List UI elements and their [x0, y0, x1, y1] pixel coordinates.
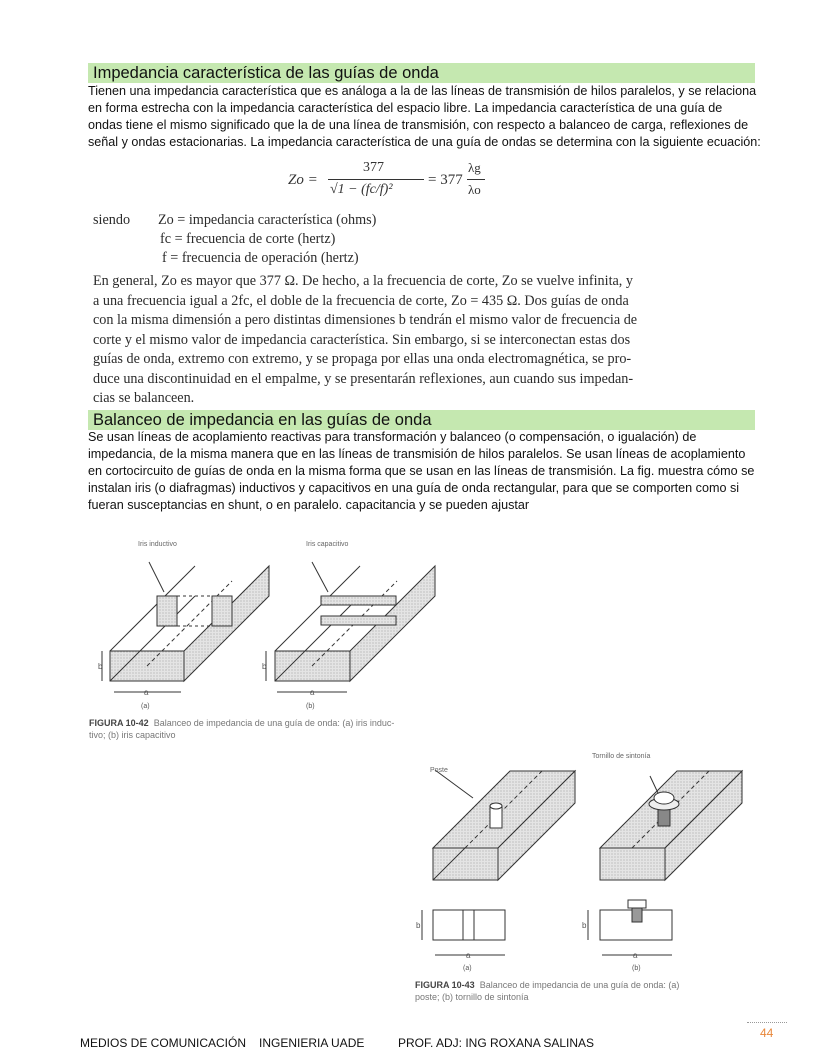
book-paragraph-line: con la misma dimensión a pero distintas dimensiones b tendrán el mismo valor de frecuencia de	[93, 312, 638, 328]
label-iris-capacitive: Iris capacitivo	[306, 541, 349, 548]
dim-b-label: b	[98, 662, 103, 671]
book-paragraph-line: cias se balanceen.	[93, 390, 195, 406]
caption-text: Balanceo de impedancia de una guía de onda: (a) iris induc-	[153, 718, 395, 728]
dim-a-label: a	[144, 688, 149, 697]
paragraph-line: señal y ondas estacionarias. La impedancia característica de una guía de ondas se determina con la siguiente ecuación:	[88, 135, 761, 149]
waveguide-post-screw-drawing	[410, 748, 805, 978]
section-heading-impedance: Impedancia característica de las guías de onda	[88, 63, 755, 83]
section-heading-matching: Balanceo de impedancia en las guías de onda	[88, 410, 755, 430]
dim-a-label: a	[633, 951, 638, 960]
footer-professor: PROF. ADJ: ING ROXANA SALINAS	[398, 1036, 595, 1050]
figure-caption	[415, 980, 679, 990]
paragraph-line: instalan iris (o diafragmas) inductivos y capacitivos en una guía de onda rectangular, para que se comporten como si	[88, 481, 740, 495]
footer-course: MEDIOS DE COMUNICACIÓN	[80, 1036, 247, 1050]
figure-10-42	[84, 534, 444, 749]
dim-a-label: a	[466, 951, 471, 960]
paragraph-line: Se usan líneas de acoplamiento reactivas para transformación y balanceo (o compensación, o igualación) de	[88, 430, 697, 444]
paragraph-line: impedancia, de la misma manera que en las líneas de transmisión de hilos paralelos. Se usan líneas de acoplamiento	[88, 447, 746, 461]
fraction-bar	[328, 179, 424, 180]
impedance-formula	[288, 160, 508, 210]
sub-label-a: (a)	[141, 703, 150, 710]
waveguide-iris-drawing	[84, 534, 444, 714]
caption-text: tivo; (b) iris capacitivo	[89, 730, 176, 740]
book-paragraph-line: guías de onda, extremo con extremo, y se propaga por ellas una onda electromagnética, se pro-	[93, 351, 632, 367]
definition: Zo = impedancia característica (ohms)	[158, 212, 377, 228]
sub-label-b: (b)	[306, 703, 315, 710]
dim-b-label: b	[416, 921, 421, 930]
caption-number: FIGURA 10-43	[415, 980, 475, 990]
footer-school: INGENIERIA UADE	[259, 1036, 365, 1050]
caption-text: poste; (b) tornillo de sintonía	[415, 992, 529, 1002]
caption-text: Balanceo de impedancia de una guía de onda: (a)	[479, 980, 680, 990]
sub-label-b: (b)	[632, 965, 641, 972]
paragraph-line: Tienen una impedancia característica que es análoga a la de las líneas de transmisión de hilos paralelos, y se relaciona	[88, 84, 757, 98]
formula-rhs: = 377	[428, 172, 463, 188]
book-paragraph-line: En general, Zo es mayor que 377 Ω. De hecho, a la frecuencia de corte, Zo se vuelve infinita, y	[93, 273, 633, 289]
label-tuning-screw: Tornillo de sintonía	[592, 753, 651, 760]
definition: f = frecuencia de operación (hertz)	[162, 250, 359, 266]
book-paragraph-line: corte y el mismo valor de impedancia característica. Sin embargo, si se interconectan estas dos	[93, 332, 631, 348]
ratio-bar	[467, 179, 485, 180]
figure-caption	[89, 718, 394, 728]
formula-ratio-denominator: λo	[468, 182, 481, 197]
formula-denominator: √1 − (fc/f)²	[330, 182, 393, 197]
paragraph-line: ondas tiene el mismo significado que la de una línea de transmisión, con respecto a balanceo de carga, reflexiones de	[88, 118, 749, 132]
definition: fc = frecuencia de corte (hertz)	[160, 231, 336, 247]
caption-number: FIGURA 10-42	[89, 718, 149, 728]
book-paragraph-line: duce una discontinuidad en el empalme, y se presentarán reflexiones, aun cuando sus impedan-	[93, 371, 634, 387]
dim-b-label: b	[262, 662, 267, 671]
where-label: siendo	[93, 212, 131, 228]
book-paragraph-line: a una frecuencia igual a 2fc, el doble de la frecuencia de corte, Zo = 435 Ω. Dos guías de onda	[93, 293, 629, 309]
footer	[0, 1034, 816, 1056]
paragraph-line: fueran susceptancias en shunt, o en paralelo. capacitancia y se pueden ajustar	[88, 498, 530, 512]
label-iris-inductive: Iris inductivo	[138, 541, 177, 548]
label-post: Poste	[430, 767, 448, 774]
formula-ratio-numerator: λg	[468, 160, 481, 175]
page-number: 44	[760, 1026, 774, 1040]
formula-lhs: Zo =	[288, 172, 318, 188]
sub-label-a: (a)	[463, 965, 472, 972]
formula-numerator: 377	[363, 160, 384, 175]
dim-b-label: b	[582, 921, 587, 930]
paragraph-line: en cortocircuito de guías de onda en la misma forma que se usan en las líneas de transmisión. La fig. muestra cómo se	[88, 464, 755, 478]
page-number-rule	[747, 1022, 787, 1023]
figure-10-43	[410, 748, 805, 1008]
paragraph-line: en forma estrecha con la impedancia característica del espacio libre. La impedancia característica de una guía de	[88, 101, 723, 115]
dim-a-label: a	[310, 688, 315, 697]
